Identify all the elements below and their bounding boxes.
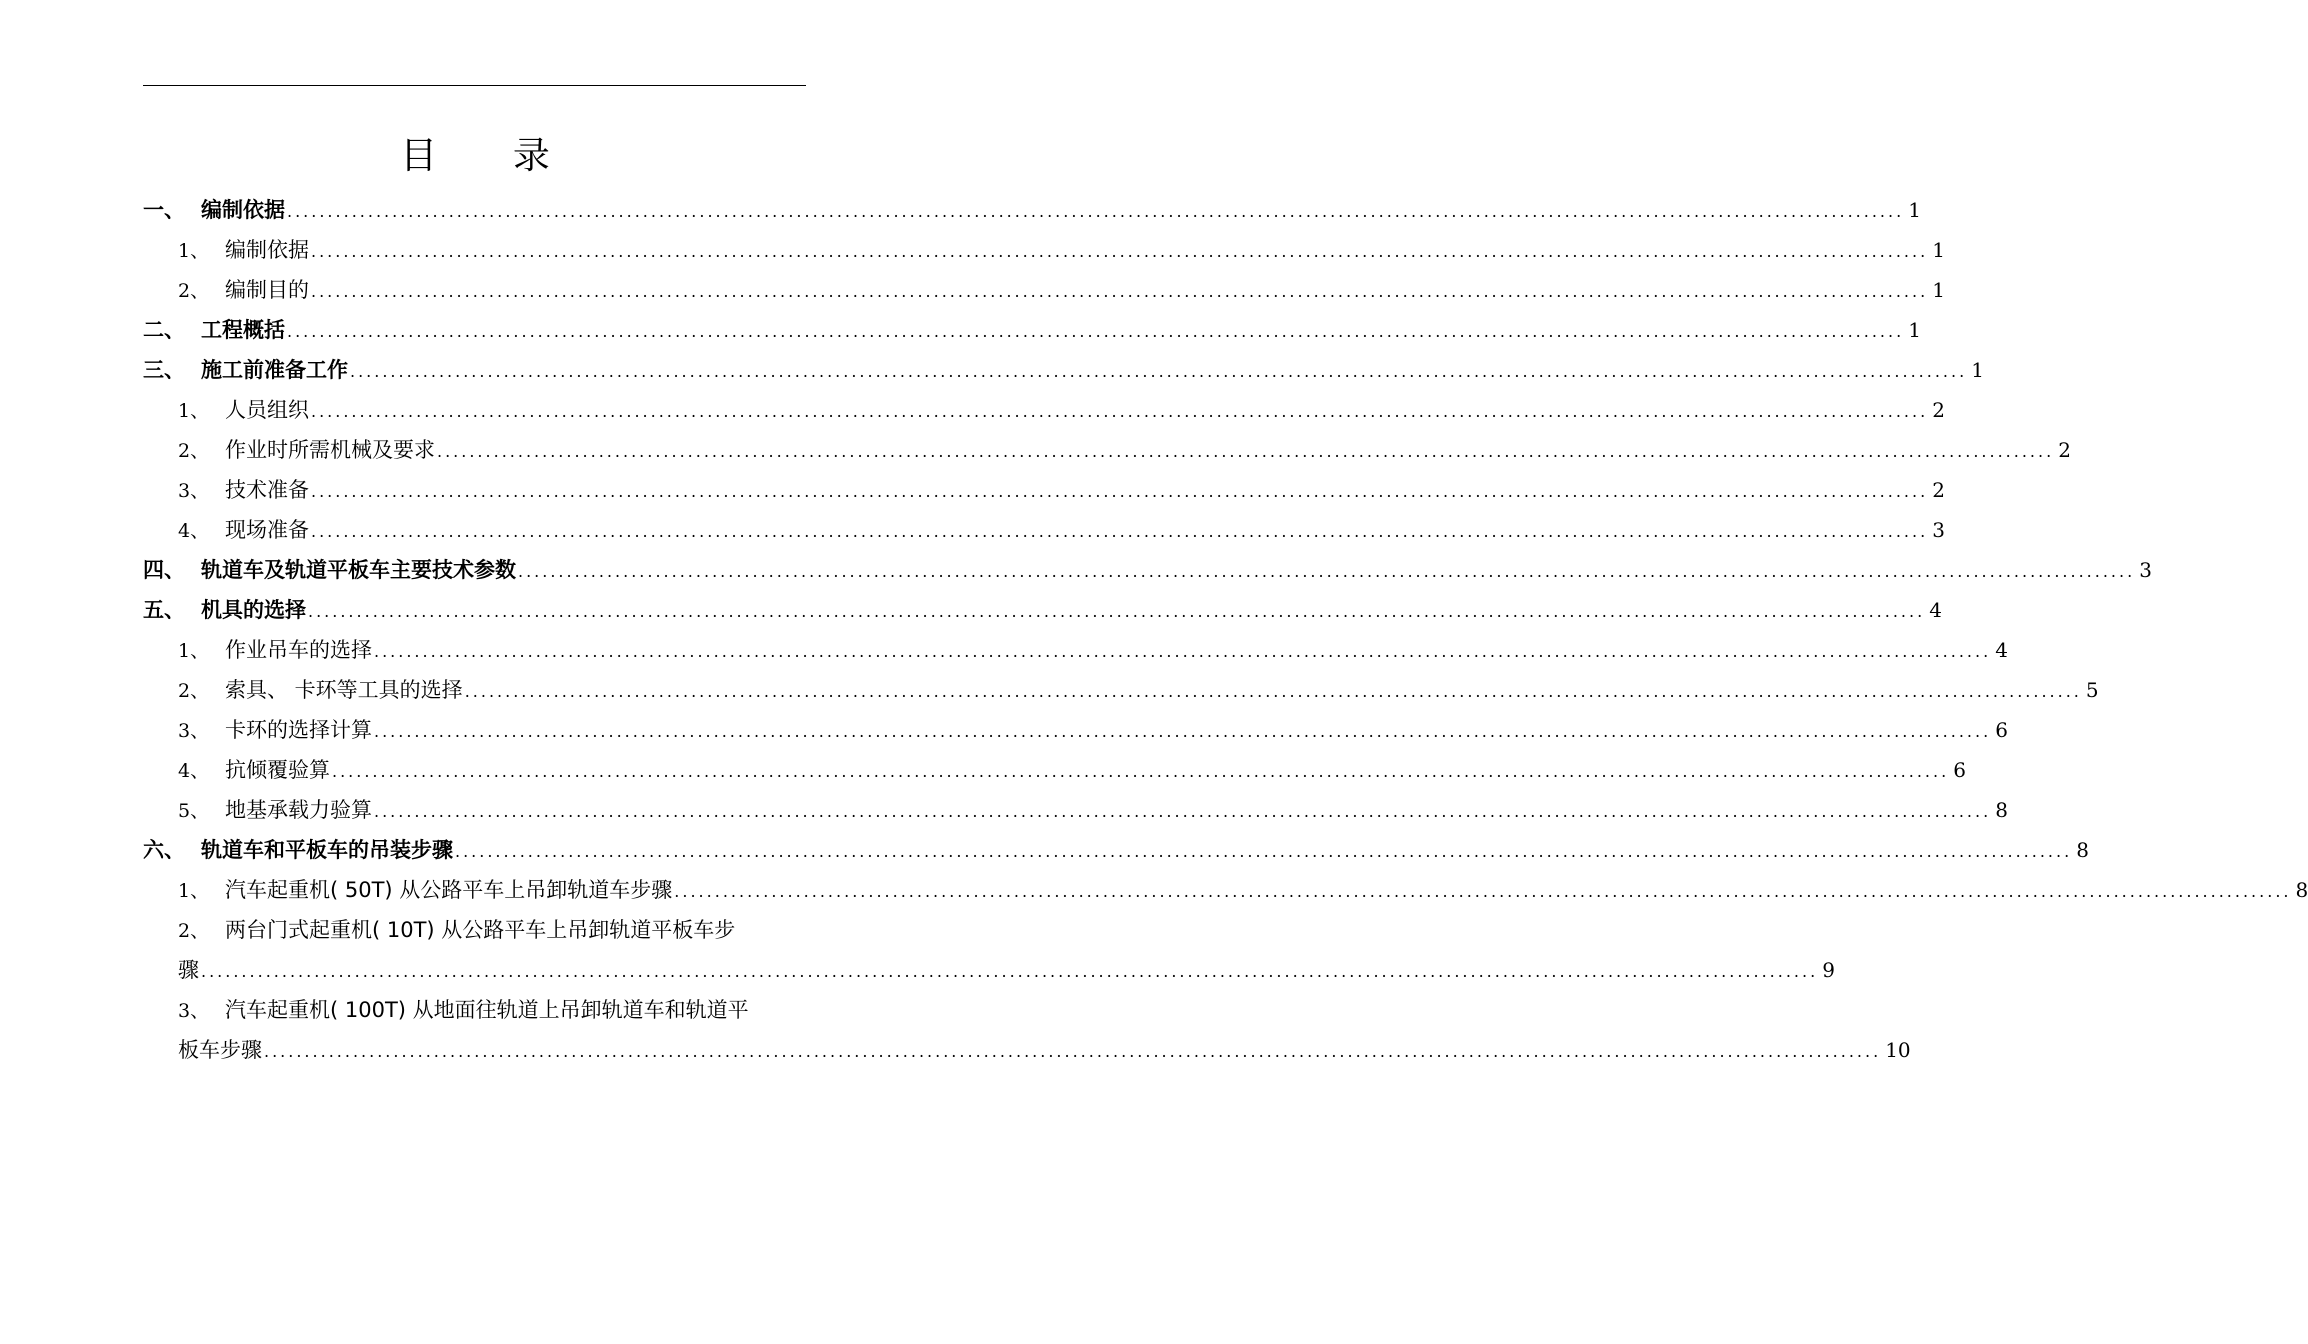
toc-leader-dots: ........................................................................................................................................................................................................: [311, 282, 1929, 301]
toc-entry-number: 5、: [178, 800, 210, 822]
toc-entry-number: 3、: [178, 720, 210, 742]
toc-entry[interactable]: [143, 390, 1945, 430]
toc-entry[interactable]: [143, 710, 2008, 750]
toc-entry-number: 六、: [143, 838, 185, 862]
toc-entry-title: 编制目的: [225, 278, 309, 302]
toc-leader-dots: ........................................................................................................................................................................................................: [374, 722, 1992, 741]
toc-leader-dots: ........................................................................................................................................................................................................: [374, 642, 1992, 661]
toc-entry[interactable]: [143, 910, 1835, 990]
toc-entry-number: 1、: [178, 640, 210, 662]
toc-entry-page: 1: [1932, 278, 1945, 302]
toc-entry[interactable]: [143, 190, 1921, 230]
toc-entry-page: 6: [1995, 718, 2008, 742]
toc-entry-title: 施工前准备工作: [201, 358, 348, 382]
toc-entry-page: 2: [1932, 398, 1945, 422]
toc-entry-page: 5: [2085, 678, 2099, 702]
toc-leader-dots: ........................................................................................................................................................................................................: [311, 522, 1929, 541]
toc-leader-dots: ........................................................................................................................................................................................................: [308, 602, 1926, 621]
toc-entry-number: 2、: [178, 440, 210, 462]
toc-leader-dots: ........................................................................................................................................................................................................: [311, 242, 1929, 261]
toc-entry-number: 1、: [178, 400, 210, 422]
toc-entry[interactable]: [143, 510, 1945, 550]
toc-entry[interactable]: [143, 750, 1966, 790]
toc-leader-dots: ........................................................................................................................................................................................................: [311, 402, 1929, 421]
toc-leader-dots: ........................................................................................................................................................................................................: [674, 882, 2292, 901]
toc-entry-title: 卡环的选择计算: [225, 718, 372, 742]
toc-leader-dots: ........................................................................................................................................................................................................: [437, 442, 2055, 461]
toc-leader-dots: ........................................................................................................................................................................................................: [264, 1042, 1882, 1061]
toc-entry-title: 技术准备: [225, 478, 309, 502]
toc-leader-dots: ........................................................................................................................................................................................................: [332, 762, 1950, 781]
toc-entry-page: 1: [1908, 198, 1921, 222]
toc-entry-page: 1: [1908, 318, 1921, 342]
toc-entry-page: 8: [2295, 878, 2308, 902]
toc-leader-dots: ........................................................................................................................................................................................................: [350, 362, 1968, 381]
toc-entry[interactable]: [143, 630, 2008, 670]
toc-entry-title: 轨道车和平板车的吊装步骤: [201, 838, 453, 862]
toc-entry-title: 机具的选择: [201, 598, 306, 622]
toc-entry[interactable]: [143, 670, 2099, 710]
toc-leader-dots: ........................................................................................................................................................................................................: [518, 562, 2136, 581]
toc-entry[interactable]: [143, 230, 1945, 270]
toc-entry-number: 五、: [143, 598, 185, 622]
toc-entry-number: 3、: [178, 480, 210, 502]
toc-entry-title: 轨道车及轨道平板车主要技术参数: [201, 558, 516, 582]
toc-entry-title-line2: 骤: [178, 958, 199, 982]
toc-entry-title: 汽车起重机( 50T) 从公路平车上吊卸轨道车步骤: [225, 878, 673, 902]
toc-entry-number: 2、: [178, 680, 210, 702]
toc-entry-page: 1: [1932, 238, 1945, 262]
toc-entry[interactable]: [143, 870, 2308, 910]
toc-entry-page: 4: [1929, 598, 1942, 622]
toc-leader-dots: ........................................................................................................................................................................................................: [311, 482, 1929, 501]
toc-entry[interactable]: [143, 270, 1945, 310]
toc-entry-title-line1: 两台门式起重机( 10T) 从公路平车上吊卸轨道平板车步: [225, 918, 736, 942]
toc-entry[interactable]: [143, 430, 2071, 470]
toc-entry-title-line2: 板车步骤: [178, 1038, 262, 1062]
toc-entry-number: 4、: [178, 760, 210, 782]
toc-entry-title: 工程概括: [201, 318, 285, 342]
header-rule: [143, 85, 806, 86]
toc-entry[interactable]: [143, 350, 1984, 390]
toc-entry-number: 二、: [143, 318, 185, 342]
toc-entry-title: 编制依据: [201, 198, 285, 222]
toc-leader-dots: ........................................................................................................................................................................................................: [287, 322, 1905, 341]
toc-entry-page: 1: [1971, 358, 1984, 382]
toc-entry-title: 现场准备: [225, 518, 309, 542]
toc-entry-number: 三、: [143, 358, 185, 382]
toc-entry-title: 地基承载力验算: [225, 798, 372, 822]
toc-entry-title: 人员组织: [225, 398, 309, 422]
toc-leader-dots: ........................................................................................................................................................................................................: [374, 802, 1992, 821]
toc-entry-number: 3、: [178, 1000, 210, 1022]
table-of-contents: [143, 190, 2308, 1070]
toc-entry-number: 2、: [178, 280, 210, 302]
toc-entry-title: 作业时所需机械及要求: [225, 438, 435, 462]
toc-leader-dots: ........................................................................................................................................................................................................: [287, 202, 1905, 221]
toc-leader-dots: ........................................................................................................................................................................................................: [201, 962, 1819, 981]
toc-entry[interactable]: [143, 310, 1921, 350]
toc-entry-number: 四、: [143, 558, 185, 582]
toc-entry-title: 编制依据: [225, 238, 309, 262]
toc-entry[interactable]: [143, 550, 2152, 590]
toc-entry-page: 6: [1953, 758, 1966, 782]
toc-entry-number: 2、: [178, 920, 210, 942]
toc-entry-number: 4、: [178, 520, 210, 542]
toc-entry-number: 一、: [143, 198, 185, 222]
toc-entry[interactable]: [143, 590, 1942, 630]
toc-entry-page: 2: [1932, 478, 1945, 502]
toc-entry-page: 3: [1932, 518, 1945, 542]
toc-entry-title: 抗倾覆验算: [225, 758, 330, 782]
toc-entry-title: 索具、 卡环等工具的选择: [225, 678, 463, 702]
toc-entry-number: 1、: [178, 880, 210, 902]
toc-entry[interactable]: [143, 990, 1911, 1070]
toc-leader-dots: ........................................................................................................................................................................................................: [455, 842, 2073, 861]
toc-entry[interactable]: [143, 790, 2008, 830]
toc-entry-title-line1: 汽车起重机( 100T) 从地面往轨道上吊卸轨道车和轨道平: [225, 998, 749, 1022]
toc-entry-page: 9: [1822, 958, 1835, 982]
toc-entry-page: 3: [2139, 558, 2152, 582]
toc-entry[interactable]: [143, 470, 1945, 510]
toc-entry-title: 作业吊车的选择: [225, 638, 372, 662]
toc-entry-page: 10: [1885, 1038, 1911, 1062]
page-title: 目 录: [400, 134, 582, 177]
toc-entry-page: 4: [1995, 638, 2008, 662]
toc-entry[interactable]: [143, 830, 2089, 870]
toc-entry-number: 1、: [178, 240, 210, 262]
toc-entry-page: 8: [1995, 798, 2008, 822]
toc-entry-page: 8: [2076, 838, 2089, 862]
toc-leader-dots: ........................................................................................................................................................................................................: [464, 682, 2082, 701]
toc-entry-page: 2: [2058, 438, 2071, 462]
